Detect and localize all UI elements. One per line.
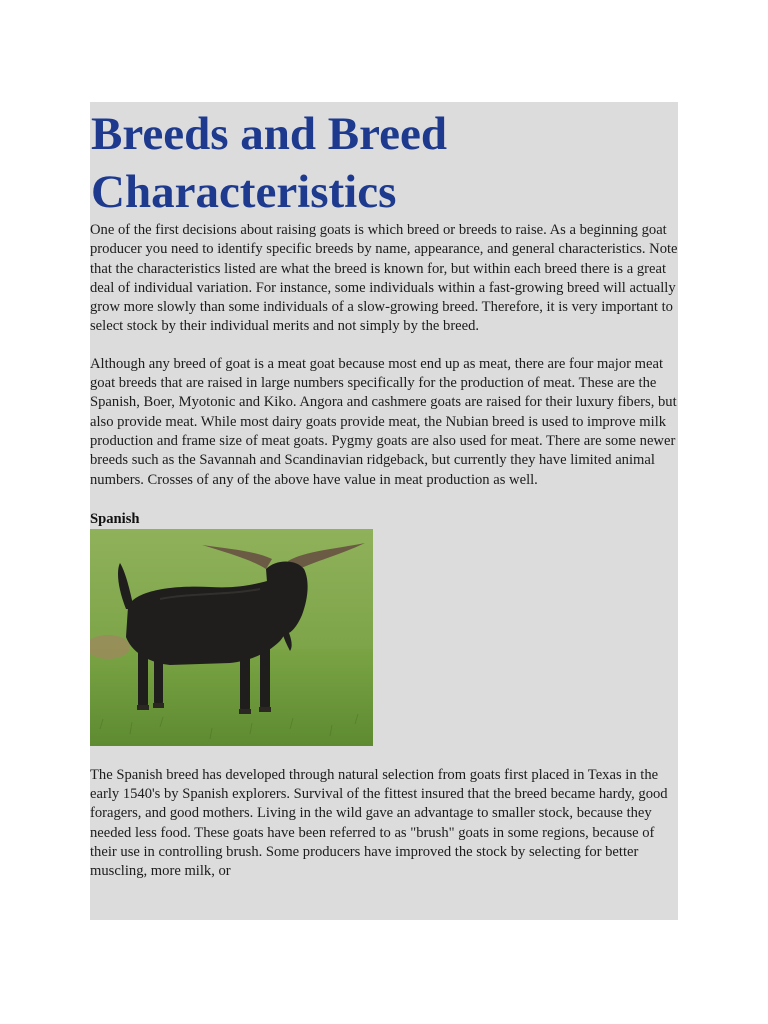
- intro-paragraph: One of the first decisions about raising goats is which breed or breeds to raise. As a beginning goat producer you need to identify specific breeds by name, appearance, and general characteristics. Note that the characteristics listed are what the breed is known for, but within each breed there is a great deal of individual variation. For instance, some individuals within a fast-growing breed will actually grow more slowly than some individuals of a slow-growing breed. Therefore, it is very important to select stock by their individual merits and not simply by the breed.: [90, 222, 678, 335]
- goat-leg-2: [154, 653, 163, 705]
- spanish-goat-photo: [90, 529, 373, 746]
- spanish-paragraph: The Spanish breed has developed through natural selection from goats first placed in Texas in the early 1540's by Spanish explorers. Survival of the fittest insured that the breed became hardy, good foragers, and good mothers. Living in the wild gave an advantage to smaller stock, because they needed less food. These goats have been referred to as "brush" goats in some regions, because of their use in controlling brush. Some producers have improved the stock by selecting for better muscling, more milk, or: [90, 766, 668, 880]
- document-page: [90, 102, 678, 920]
- page-title: Breeds and Breed Characteristics: [91, 108, 448, 218]
- goat-leg-3: [240, 649, 250, 711]
- meat-breeds-paragraph: Although any breed of goat is a meat goat because most end up as meat, there are four major meat goat breeds that are raised in large numbers specifically for the production of meat. These are the Spanish, Boer, Myotonic and Kiko. Angora and cashmere goats are raised for their luxury fibers, but also provide meat. While most dairy goats provide meat, the Nubian breed is used to improve milk production and frame size of meat goats. Pygmy goats are also used for meat. There are some newer breeds such as the Savannah and Scandinavian ridgeback, but currently they have limited animal numbers. Crosses of any of the above have value in meat production as well.: [90, 355, 677, 488]
- goat-leg-1: [138, 649, 148, 707]
- goat-leg-4: [260, 645, 270, 709]
- section-heading-spanish: Spanish: [90, 510, 140, 527]
